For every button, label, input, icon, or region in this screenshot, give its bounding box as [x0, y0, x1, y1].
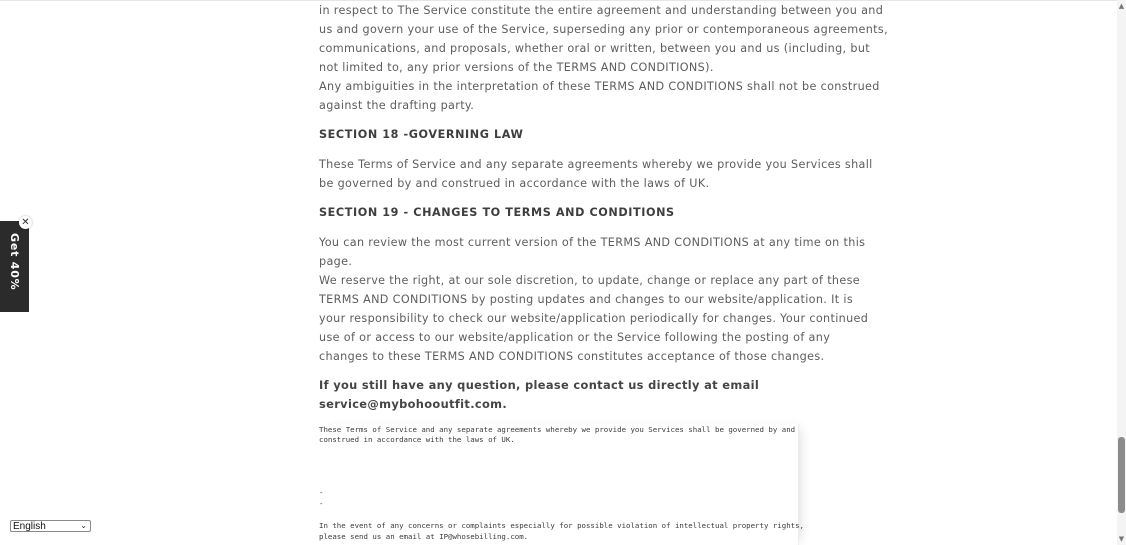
- contact-text: If you still have any question, please contact us directly at email: [319, 378, 760, 392]
- embedded-dash: -: [319, 488, 324, 497]
- text-line: page.: [319, 255, 353, 268]
- embedded-dash: -: [319, 499, 324, 508]
- scrollbar-thumb[interactable]: [1118, 437, 1125, 513]
- section-19-body: [319, 233, 868, 366]
- language-selected: English: [13, 521, 46, 532]
- text-line: us and govern your use of the Service, superseding any prior or contemporaneous agreements,: [319, 23, 888, 36]
- scroll-up-arrow-icon[interactable]: ▲: [1118, 2, 1125, 10]
- text-line: We reserve the right, at our sole discretion, to update, change or replace any part of these: [319, 274, 861, 287]
- text-line: in respect to The Service constitute the entire agreement and understanding between you and: [319, 4, 884, 17]
- text-line: use of or access to our website/application or the Service following the posting of any: [319, 331, 831, 344]
- embedded-line: construed in accordance with the laws of UK.: [319, 435, 515, 444]
- text-line: be governed by and construed in accordance with the laws of UK.: [319, 177, 710, 190]
- text-line: your responsibility to check our website/application periodically for changes. Your continued: [319, 312, 869, 325]
- contact-block: [319, 376, 759, 414]
- promo-label: Get 40%: [8, 233, 21, 291]
- discount-promo-tab[interactable]: [0, 221, 29, 312]
- text-line: These Terms of Service and any separate agreements whereby we provide you Services shall: [319, 158, 873, 171]
- section-19-heading: SECTION 19 - CHANGES TO TERMS AND CONDITIONS: [319, 206, 675, 219]
- text-line: TERMS AND CONDITIONS by posting updates and changes to our website/application. It is: [319, 293, 854, 306]
- text-line: communications, and proposals, whether oral or written, between you and us (including, but: [319, 42, 870, 55]
- text-line: You can review the most current version of the TERMS AND CONDITIONS at any time on this: [319, 236, 866, 249]
- text-line: not limited to, any prior versions of the TERMS AND CONDITIONS).: [319, 61, 714, 74]
- embedded-text-frame[interactable]: [319, 424, 804, 545]
- language-select[interactable]: [10, 520, 91, 532]
- section-18-body: [319, 155, 873, 193]
- scroll-down-arrow-icon[interactable]: ▼: [1118, 535, 1125, 543]
- close-icon[interactable]: ✕: [19, 216, 32, 229]
- text-line: Any ambiguities in the interpretation of these TERMS AND CONDITIONS shall not be construed: [319, 80, 880, 93]
- text-line: changes to these TERMS AND CONDITIONS constitutes acceptance of those changes.: [319, 350, 825, 363]
- section-17-body: [319, 1, 888, 115]
- text-line: against the drafting party.: [319, 99, 475, 112]
- embedded-line: These Terms of Service and any separate agreements whereby we provide you Services shall be governed by and: [319, 425, 796, 434]
- chevron-down-icon: ⌄: [80, 521, 87, 530]
- embedded-line: In the event of any concerns or complaints especially for possible violation of intellectual property rights,: [319, 521, 804, 530]
- section-18-heading: SECTION 18 -GOVERNING LAW: [319, 128, 524, 141]
- embedded-ip-email: please send us an email at IP@whosebilling.com.: [319, 532, 529, 541]
- contact-email-link[interactable]: service@mybohooutfit.com.: [319, 397, 508, 411]
